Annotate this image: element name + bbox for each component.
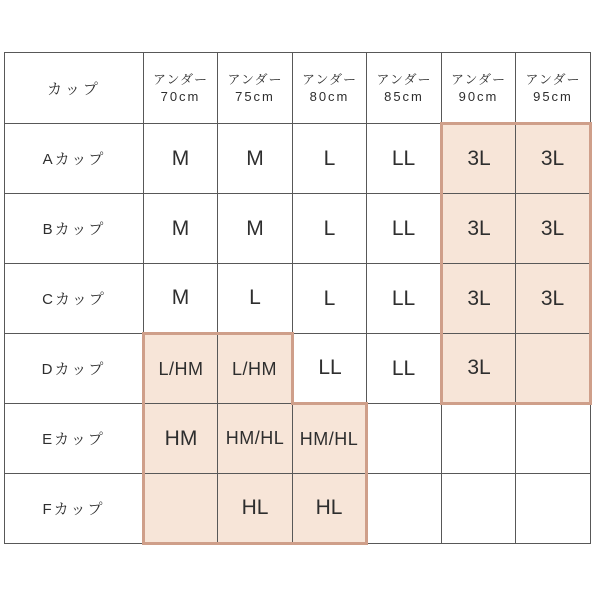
size-cell-a-80: L bbox=[293, 124, 367, 194]
column-header-line1: アンダー bbox=[302, 72, 357, 87]
size-cell-f-70 bbox=[144, 474, 218, 544]
size-cell-d-90: 3L bbox=[442, 334, 516, 404]
size-cell-f-95 bbox=[516, 474, 591, 544]
column-header-under-90 bbox=[442, 53, 516, 124]
column-header-under-80 bbox=[293, 53, 367, 124]
size-cell-b-75: M bbox=[218, 194, 293, 264]
size-cell-b-90: 3L bbox=[442, 194, 516, 264]
column-header-line2: 95cm bbox=[533, 88, 573, 104]
column-header-line2: 90cm bbox=[458, 88, 499, 104]
size-cell-a-75: M bbox=[218, 124, 293, 194]
column-header-line1: アンダー bbox=[451, 71, 506, 87]
column-header-line1: アンダー bbox=[227, 72, 283, 87]
size-cell-b-80: L bbox=[293, 194, 367, 264]
column-header-line2: 85cm bbox=[384, 89, 424, 104]
size-cell-e-95 bbox=[516, 404, 591, 474]
column-header-under-95 bbox=[516, 53, 591, 124]
size-cell-d-80: LL bbox=[293, 334, 367, 404]
size-cell-c-85: LL bbox=[367, 264, 442, 334]
row-header-c-cup: Cカップ bbox=[5, 264, 144, 334]
row-header-b-cup: Bカップ bbox=[5, 194, 144, 264]
size-cell-a-85: LL bbox=[367, 124, 442, 194]
size-cell-b-70: M bbox=[144, 194, 218, 264]
table-header-row bbox=[5, 53, 591, 124]
table-row-e-cup bbox=[5, 404, 591, 474]
column-header-under-70 bbox=[144, 53, 218, 124]
corner-header-cup: カップ bbox=[5, 53, 144, 124]
column-header-line2: 80cm bbox=[309, 89, 350, 104]
size-cell-d-70: L/HM bbox=[144, 334, 218, 404]
size-cell-e-80: HM/HL bbox=[293, 404, 367, 474]
size-cell-d-75: L/HM bbox=[218, 334, 293, 404]
size-cell-f-75: HL bbox=[218, 474, 293, 544]
size-cell-c-75: L bbox=[218, 264, 293, 334]
size-cell-d-95 bbox=[516, 334, 591, 404]
column-header-line1: アンダー bbox=[525, 71, 581, 87]
size-cell-a-90: 3L bbox=[442, 124, 516, 194]
column-header-line2: 70cm bbox=[160, 89, 201, 104]
size-cell-e-85 bbox=[367, 404, 442, 474]
size-cell-c-90: 3L bbox=[442, 264, 516, 334]
size-cell-f-80: HL bbox=[293, 474, 367, 544]
table-row-b-cup bbox=[5, 194, 591, 264]
table-row-f-cup bbox=[5, 474, 591, 544]
column-header-under-75 bbox=[218, 53, 293, 124]
size-cell-b-85: LL bbox=[367, 194, 442, 264]
row-header-f-cup: Fカップ bbox=[5, 474, 144, 544]
column-header-line2: 75cm bbox=[235, 89, 275, 104]
row-header-a-cup: Aカップ bbox=[5, 124, 144, 194]
table-row-c-cup bbox=[5, 264, 591, 334]
column-header-line1: アンダー bbox=[153, 72, 208, 87]
size-cell-e-90 bbox=[442, 404, 516, 474]
table-row-a-cup bbox=[5, 124, 591, 194]
column-header-line1: アンダー bbox=[376, 72, 432, 87]
size-cell-c-80: L bbox=[293, 264, 367, 334]
table-row-d-cup bbox=[5, 334, 591, 404]
bra-size-table bbox=[4, 52, 592, 545]
size-cell-e-75: HM/HL bbox=[218, 404, 293, 474]
column-header-under-85 bbox=[367, 53, 442, 124]
size-value: HM bbox=[164, 426, 198, 450]
size-cell-a-95: 3L bbox=[516, 124, 591, 194]
row-header-d-cup: Dカップ bbox=[5, 334, 144, 404]
size-cell-f-85 bbox=[367, 474, 442, 544]
size-cell-a-70: M bbox=[144, 124, 218, 194]
size-cell-b-95: 3L bbox=[516, 194, 591, 264]
row-header-e-cup: Eカップ bbox=[5, 404, 144, 474]
size-cell-f-90 bbox=[442, 474, 516, 544]
size-cell-c-95: 3L bbox=[516, 264, 591, 334]
size-cell-e-70 bbox=[144, 404, 218, 474]
size-cell-d-85: LL bbox=[367, 334, 442, 404]
size-cell-c-70: M bbox=[144, 264, 218, 334]
